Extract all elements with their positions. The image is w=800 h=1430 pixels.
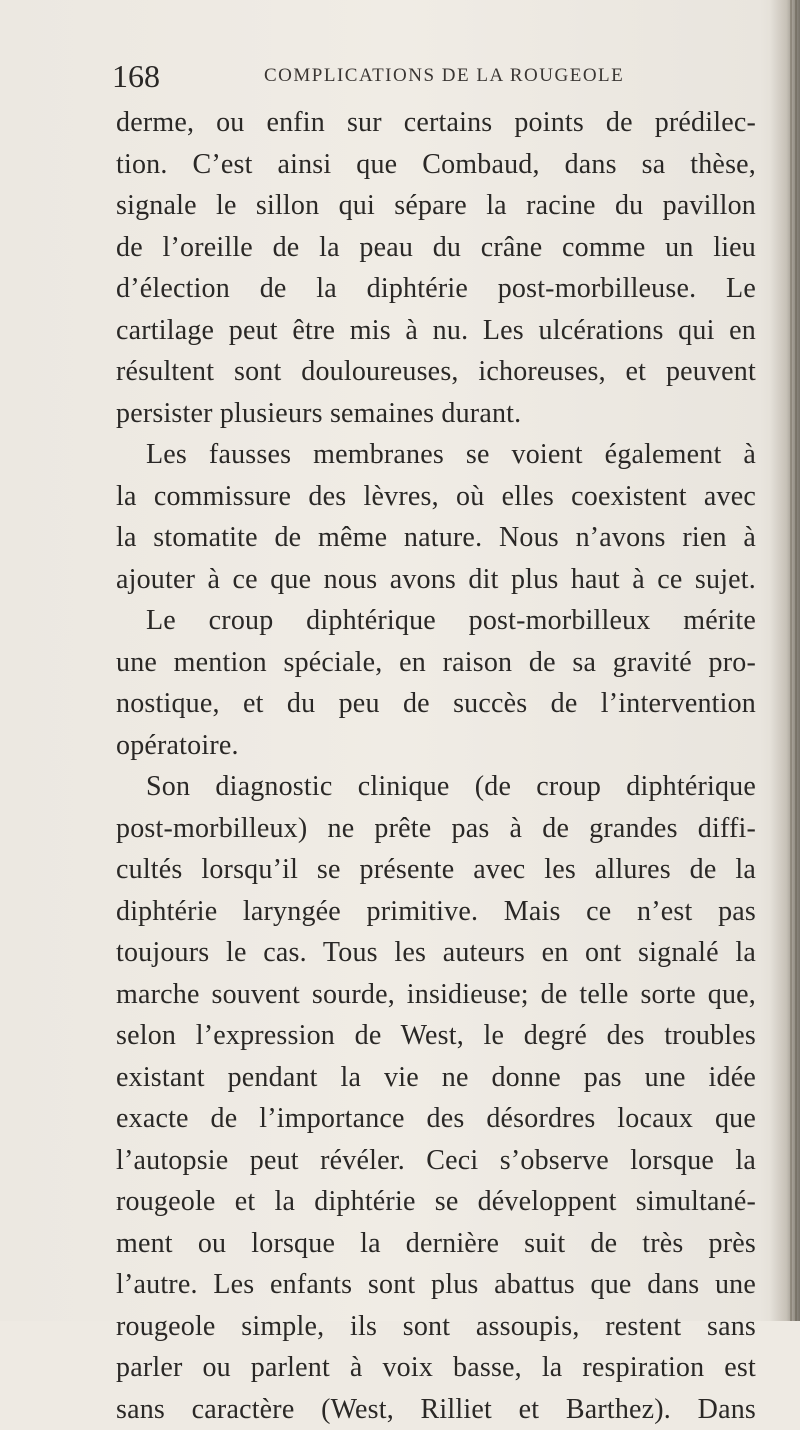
text-line: tion. C’est ainsi que Combaud, dans sa thèse, bbox=[116, 144, 756, 186]
text-line: cultés lorsqu’il se présente avec les allures de la bbox=[116, 849, 756, 891]
page-header bbox=[112, 56, 752, 96]
text-line: ment ou lorsque la dernière suit de très près bbox=[116, 1223, 756, 1265]
text-line: parler ou parlent à voix basse, la respiration est bbox=[116, 1347, 756, 1389]
text-line: sans caractère (West, Rilliet et Barthez). Dans bbox=[116, 1389, 756, 1430]
page-edge-line bbox=[790, 0, 792, 1321]
text-line: diphtérie laryngée primitive. Mais ce n’est pas bbox=[116, 891, 756, 933]
text-line: l’autre. Les enfants sont plus abattus que dans une bbox=[116, 1264, 756, 1306]
text-line: signale le sillon qui sépare la racine du pavillon bbox=[116, 185, 756, 227]
paragraph-start-line: Les fausses membranes se voient également à bbox=[116, 434, 756, 476]
page-number: 168 bbox=[112, 56, 160, 96]
running-head: COMPLICATIONS DE LA ROUGEOLE bbox=[264, 60, 624, 92]
text-line: d’élection de la diphtérie post-morbilleuse. Le bbox=[116, 268, 756, 310]
text-line: la stomatite de même nature. Nous n’avons rien à bbox=[116, 517, 756, 559]
text-line: post-morbilleux) ne prête pas à de grandes diffi- bbox=[116, 808, 756, 850]
text-line: persister plusieurs semaines durant. bbox=[116, 393, 756, 435]
text-line: opératoire. bbox=[116, 725, 756, 767]
paragraph-start-line: Le croup diphtérique post-morbilleux mérite bbox=[116, 600, 756, 642]
text-line: existant pendant la vie ne donne pas une idée bbox=[116, 1057, 756, 1099]
text-line: derme, ou enfin sur certains points de prédilec- bbox=[116, 102, 756, 144]
text-line: rougeole simple, ils sont assoupis, restent sans bbox=[116, 1306, 756, 1348]
text-line: de l’oreille de la peau du crâne comme un lieu bbox=[116, 227, 756, 269]
page-edge-line bbox=[795, 0, 797, 1321]
text-line: toujours le cas. Tous les auteurs en ont signalé la bbox=[116, 932, 756, 974]
text-line: selon l’expression de West, le degré des troubles bbox=[116, 1015, 756, 1057]
text-line: cartilage peut être mis à nu. Les ulcérations qui en bbox=[116, 310, 756, 352]
text-line: marche souvent sourde, insidieuse; de telle sorte que, bbox=[116, 974, 756, 1016]
text-line: résultent sont douloureuses, ichoreuses, et peuvent bbox=[116, 351, 756, 393]
text-line: rougeole et la diphtérie se développent simultané- bbox=[116, 1181, 756, 1223]
body-text bbox=[116, 102, 756, 1430]
text-line: la commissure des lèvres, où elles coexistent avec bbox=[116, 476, 756, 518]
paragraph-start-line: Son diagnostic clinique (de croup diphtérique bbox=[116, 766, 756, 808]
text-line: nostique, et du peu de succès de l’intervention bbox=[116, 683, 756, 725]
text-line: ajouter à ce que nous avons dit plus haut à ce sujet. bbox=[116, 559, 756, 601]
text-line: une mention spéciale, en raison de sa gravité pro- bbox=[116, 642, 756, 684]
text-line: exacte de l’importance des désordres locaux que bbox=[116, 1098, 756, 1140]
text-line: l’autopsie peut révéler. Ceci s’observe lorsque la bbox=[116, 1140, 756, 1182]
